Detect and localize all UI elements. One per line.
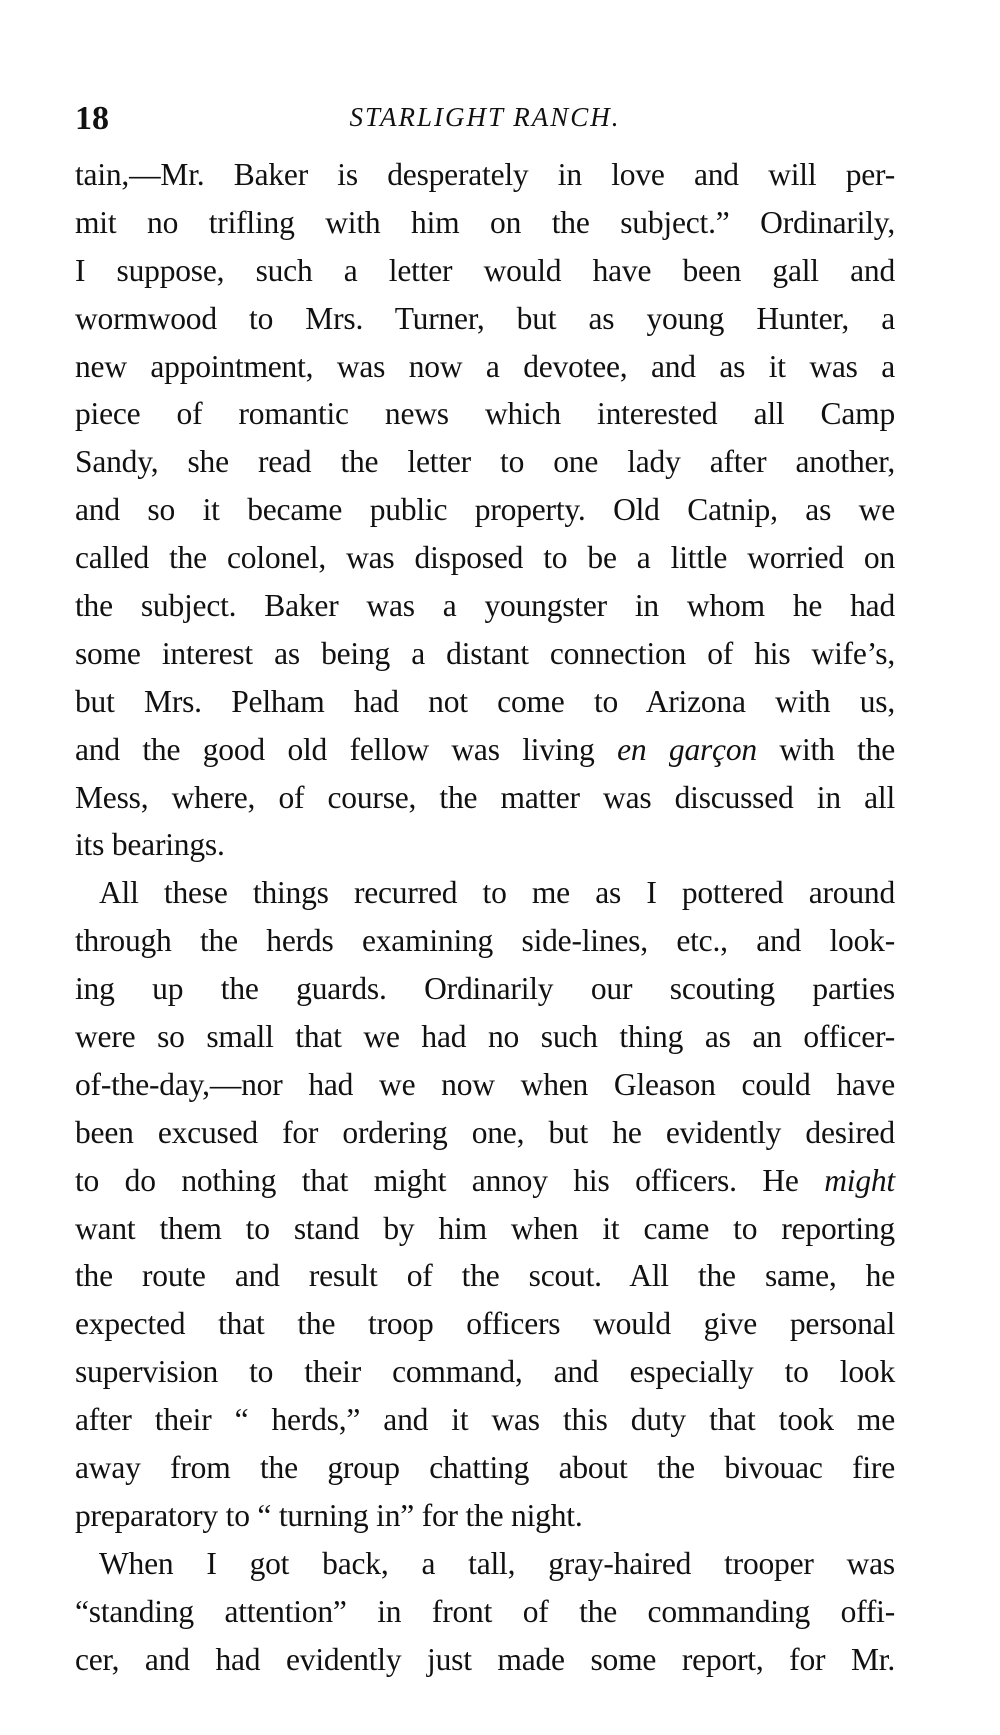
text-segment: preparatory to “ turning in” for the night. [75,1497,583,1533]
page-number: 18 [75,100,109,137]
text-line [75,1444,895,1492]
italic-text: might [824,1162,895,1198]
text-line [75,1300,895,1348]
text-segment: expected that the troop officers would give personal [75,1306,895,1342]
italic-text: en garçon [617,731,757,767]
text-line [75,1061,895,1109]
text-segment: but Mrs. Pelham had not come to Arizona with us, [75,683,895,719]
text-line [75,1636,895,1684]
text-segment: to do nothing that might annoy his officers. He [75,1162,825,1198]
text-segment: the route and result of the scout. All the same, he [75,1258,895,1294]
running-title: STARLIGHT RANCH. [349,102,621,132]
text-segment: wormwood to Mrs. Turner, but as young Hunter, a [75,300,895,336]
text-segment: its bearings. [75,827,225,863]
text-line [75,343,895,391]
text-line [75,1540,895,1588]
text-line [75,438,895,486]
text-line [75,486,895,534]
text-line [75,1013,895,1061]
running-header [75,100,895,150]
text-line [75,582,895,630]
text-segment: Sandy, she read the letter to one lady after another, [75,444,895,480]
text-segment: the subject. Baker was a youngster in whom he had [75,588,895,624]
text-segment: away from the group chatting about the bivouac fire [75,1450,895,1486]
text-segment: supervision to their command, and especially to look [75,1354,895,1390]
body-text [75,151,895,1684]
text-line [75,965,895,1013]
text-segment: and so it became public property. Old Catnip, as we [75,492,895,528]
text-segment: were so small that we had no such thing as an officer- [75,1019,895,1055]
text-line [75,1252,895,1300]
text-line [75,1157,895,1205]
text-line [75,151,895,199]
text-line [75,247,895,295]
text-line [75,390,895,438]
text-segment: mit no trifling with him on the subject.” Ordinarily, [75,204,895,240]
text-segment: called the colonel, was disposed to be a little worried on [75,540,895,576]
text-line [75,726,895,774]
text-segment: want them to stand by him when it came to reporting [75,1210,895,1246]
text-segment: of-the-day,—nor had we now when Gleason could have [75,1066,895,1102]
text-segment: some interest as being a distant connection of his wife’s, [75,635,895,671]
text-segment: new appointment, was now a devotee, and as it was a [75,348,895,384]
text-segment: “standing attention” in front of the commanding offi- [75,1593,895,1629]
text-line [75,1396,895,1444]
text-line [75,1109,895,1157]
text-line [75,1205,895,1253]
text-line [75,1492,895,1540]
text-line [75,774,895,822]
text-segment: after their “ herds,” and it was this duty that took me [75,1402,895,1438]
text-segment: piece of romantic news which interested all Camp [75,396,895,432]
text-segment: tain,—Mr. Baker is desperately in love and will per- [75,157,895,192]
text-line [75,678,895,726]
text-segment: When I got back, a tall, gray-haired trooper was [99,1545,895,1581]
text-segment: cer, and had evidently just made some report, for Mr. [75,1641,895,1677]
text-segment: with the [756,731,896,767]
text-line [75,917,895,965]
text-segment: I suppose, such a letter would have been gall and [75,252,895,288]
text-line [75,869,895,917]
text-segment: Mess, where, of course, the matter was discussed in all [75,779,895,815]
text-segment: through the herds examining side-lines, etc., and look- [75,923,895,959]
text-segment: been excused for ordering one, but he evidently desired [75,1114,895,1150]
text-line [75,1348,895,1396]
text-segment: All these things recurred to me as I pottered around [99,875,895,911]
text-segment: ing up the guards. Ordinarily our scouting parties [75,971,895,1007]
text-line [75,295,895,343]
text-line [75,821,895,869]
text-line [75,630,895,678]
text-segment: and the good old fellow was living [75,731,618,767]
text-line [75,199,895,247]
text-line [75,534,895,582]
text-line [75,1588,895,1636]
